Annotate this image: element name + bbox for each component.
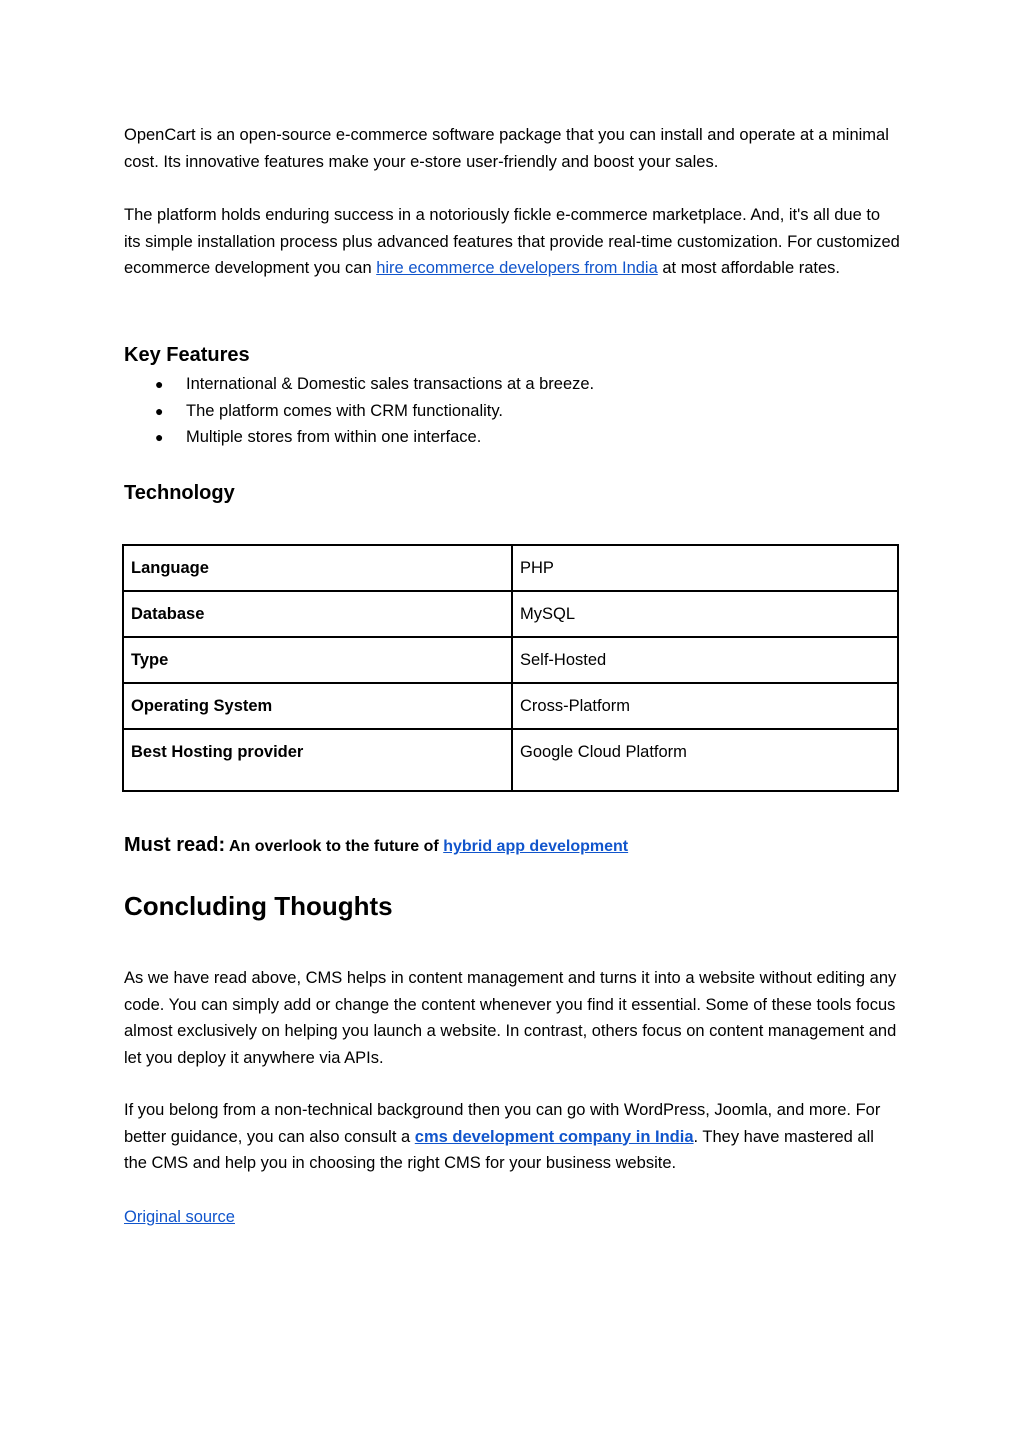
table-value-cell: MySQL xyxy=(512,591,898,637)
intro-paragraph-2-text-end: at most affordable rates. xyxy=(657,259,840,277)
concluding-thoughts-heading: Concluding Thoughts xyxy=(124,891,393,921)
table-key-cell: Best Hosting provider xyxy=(123,729,512,791)
table-value-cell: Self-Hosted xyxy=(512,637,898,683)
list-item-text: Multiple stores from within one interface. xyxy=(186,428,482,446)
conclusion-paragraph-2-text-start: If you belong from a non-technical background then you can go with WordPress, Joomla, and more. For better guidance, you can also consult a xyxy=(124,1101,881,1146)
key-features-heading: Key Features xyxy=(124,344,250,366)
table-row xyxy=(123,545,898,591)
bullet-icon: ● xyxy=(155,402,164,419)
intro-paragraph-2-text-start: The platform holds enduring success in a notoriously fickle e-commerce marketplace. And, it's all due to its simple installation process plus advanced features that provide real-time customization. For customized ecommerce development you can xyxy=(124,206,900,277)
must-read-label: Must read: xyxy=(124,834,226,856)
original-source-link[interactable]: Original source xyxy=(124,1208,235,1226)
table-row xyxy=(123,637,898,683)
table-row xyxy=(123,729,898,791)
technology-table xyxy=(122,544,899,792)
table-key-cell: Operating System xyxy=(123,683,512,729)
list-item-text: International & Domestic sales transactions at a breeze. xyxy=(186,375,595,393)
intro-paragraph-2 xyxy=(124,202,900,282)
conclusion-paragraph-1: As we have read above, CMS helps in content management and turns it into a website without editing any code. You can simply add or change the content whenever you find it essential. Some of these tools focus almost exclusively on helping you launch a website. In contrast, others focus on content management and let you deploy it anywhere via APIs. xyxy=(124,969,897,1067)
table-key-cell: Type xyxy=(123,637,512,683)
list-item xyxy=(124,398,594,425)
bullet-icon: ● xyxy=(155,376,164,392)
must-read-line xyxy=(124,834,628,857)
bullet-icon: ● xyxy=(155,429,164,445)
list-item-text: The platform comes with CRM functionality. xyxy=(186,401,503,420)
technology-heading: Technology xyxy=(124,482,235,504)
hire-ecommerce-developers-link[interactable]: hire ecommerce developers from India xyxy=(376,259,658,277)
must-read-text: An overlook to the future of xyxy=(225,838,444,855)
conclusion-paragraph-2-text-end: . They have mastered all the CMS and help you in choosing the right CMS for your business website. xyxy=(124,1127,874,1172)
table-key-cell: Language xyxy=(123,545,512,591)
table-value-cell: PHP xyxy=(512,545,898,591)
table-row xyxy=(123,591,898,637)
conclusion-paragraph-2 xyxy=(124,1097,900,1177)
intro-paragraph-1: OpenCart is an open-source e-commerce software package that you can install and operate at a minimal cost. Its innovative features make your e-store user-friendly and boost your sales. xyxy=(124,126,889,171)
table-key-cell: Database xyxy=(123,591,512,637)
list-item xyxy=(124,371,594,398)
table-value-cell: Cross-Platform xyxy=(512,683,898,729)
list-item xyxy=(124,424,594,451)
table-value-cell: Google Cloud Platform xyxy=(512,729,898,791)
table-row xyxy=(123,683,898,729)
hybrid-app-development-link[interactable]: hybrid app development xyxy=(443,838,629,855)
cms-development-company-link[interactable]: cms development company in India xyxy=(414,1127,694,1146)
key-features-list xyxy=(124,371,594,451)
original-source-line xyxy=(124,1204,900,1231)
